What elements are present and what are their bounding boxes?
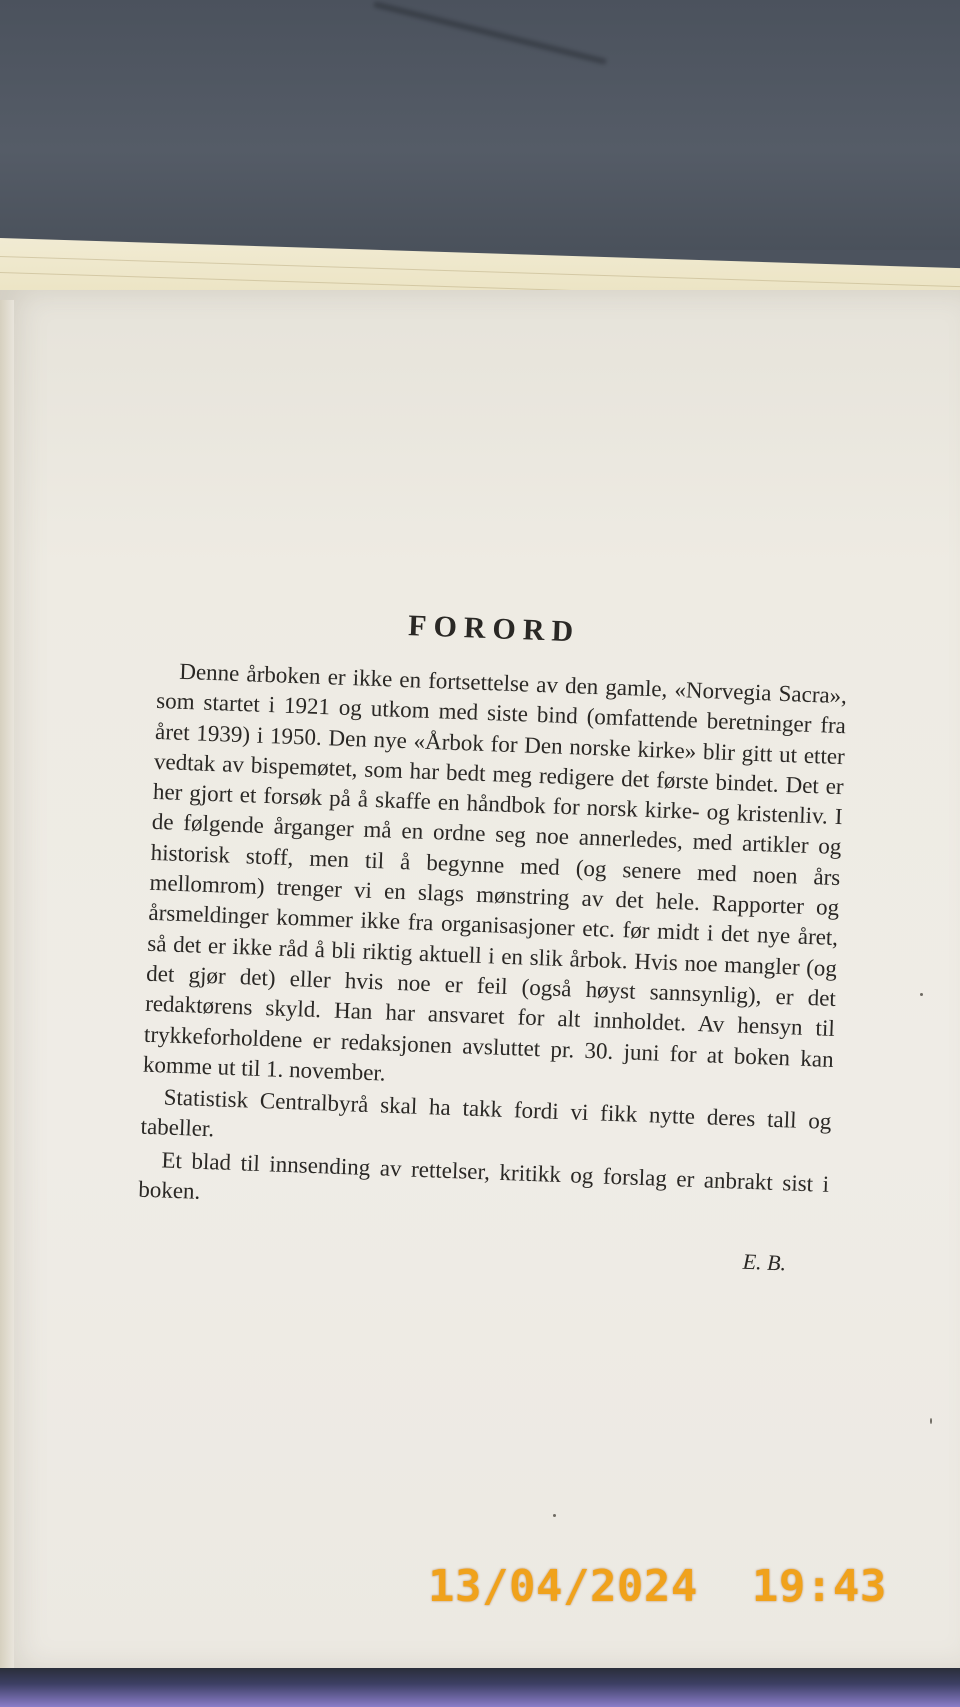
timestamp-time: 19:43 xyxy=(751,1561,887,1612)
page-edge-line xyxy=(0,256,960,287)
foreword-paragraph: Statistisk Centralbyrå skal ha takk fordi vi fikk nytte deres tall og tabeller. xyxy=(140,1084,832,1142)
paper-speck xyxy=(920,993,923,996)
surface-mark xyxy=(373,1,607,65)
paper-speck xyxy=(930,1418,932,1424)
page-title: FORORD xyxy=(407,609,581,649)
foreword-paragraph: Denne årboken er ikke en fortsettelse av den gamle, «Norvegia Sacra», som startet i 1921 og utkom med siste bind (omfattende beretninger fra året 1939) i 1950. Den nye «Årbok for Den norske kirke» blir gitt ut etter vedtak av bispemøtet, som har bedt meg redigere det første bindet. Det er her gjort et forsøk på å skaffe en håndbok for norsk kirke- og kristenliv. I de følgende årganger må en ordne seg noe annerledes, med artikler og historisk stoff, men til å begynne med (og senere med noen års mellomrom) trenger vi en slags mønstring av det hele. Rapporter og årsmeldinger kommer ikke fra organisasjoner etc. før midt i det nye året, så det er ikke råd å bli riktig aktuell i en slik årbok. Hvis noe mangler (og det gjør det) eller hvis noe er feil (også høyst sannsynlig), er det redaktørens skyld. Han har ansvaret for alt innholdet. Av hensyn til trykkeforholdene er redaksjonen avsluttet pr. 30. juni for at boken kan komme ut til 1. november. xyxy=(142,658,848,1086)
foreword-text-block xyxy=(136,600,849,1278)
camera-timestamp xyxy=(428,1561,887,1612)
page-gutter xyxy=(0,300,14,1670)
background-surface xyxy=(0,0,960,250)
paper-speck xyxy=(553,1514,556,1517)
table-surface xyxy=(0,1668,960,1707)
signature-initials: E. B. xyxy=(742,1249,787,1276)
timestamp-date: 13/04/2024 xyxy=(428,1561,698,1612)
foreword-paragraph: Et blad til innsending av rettelser, kritikk og forslag er anbrakt sist i boken. xyxy=(137,1147,830,1204)
